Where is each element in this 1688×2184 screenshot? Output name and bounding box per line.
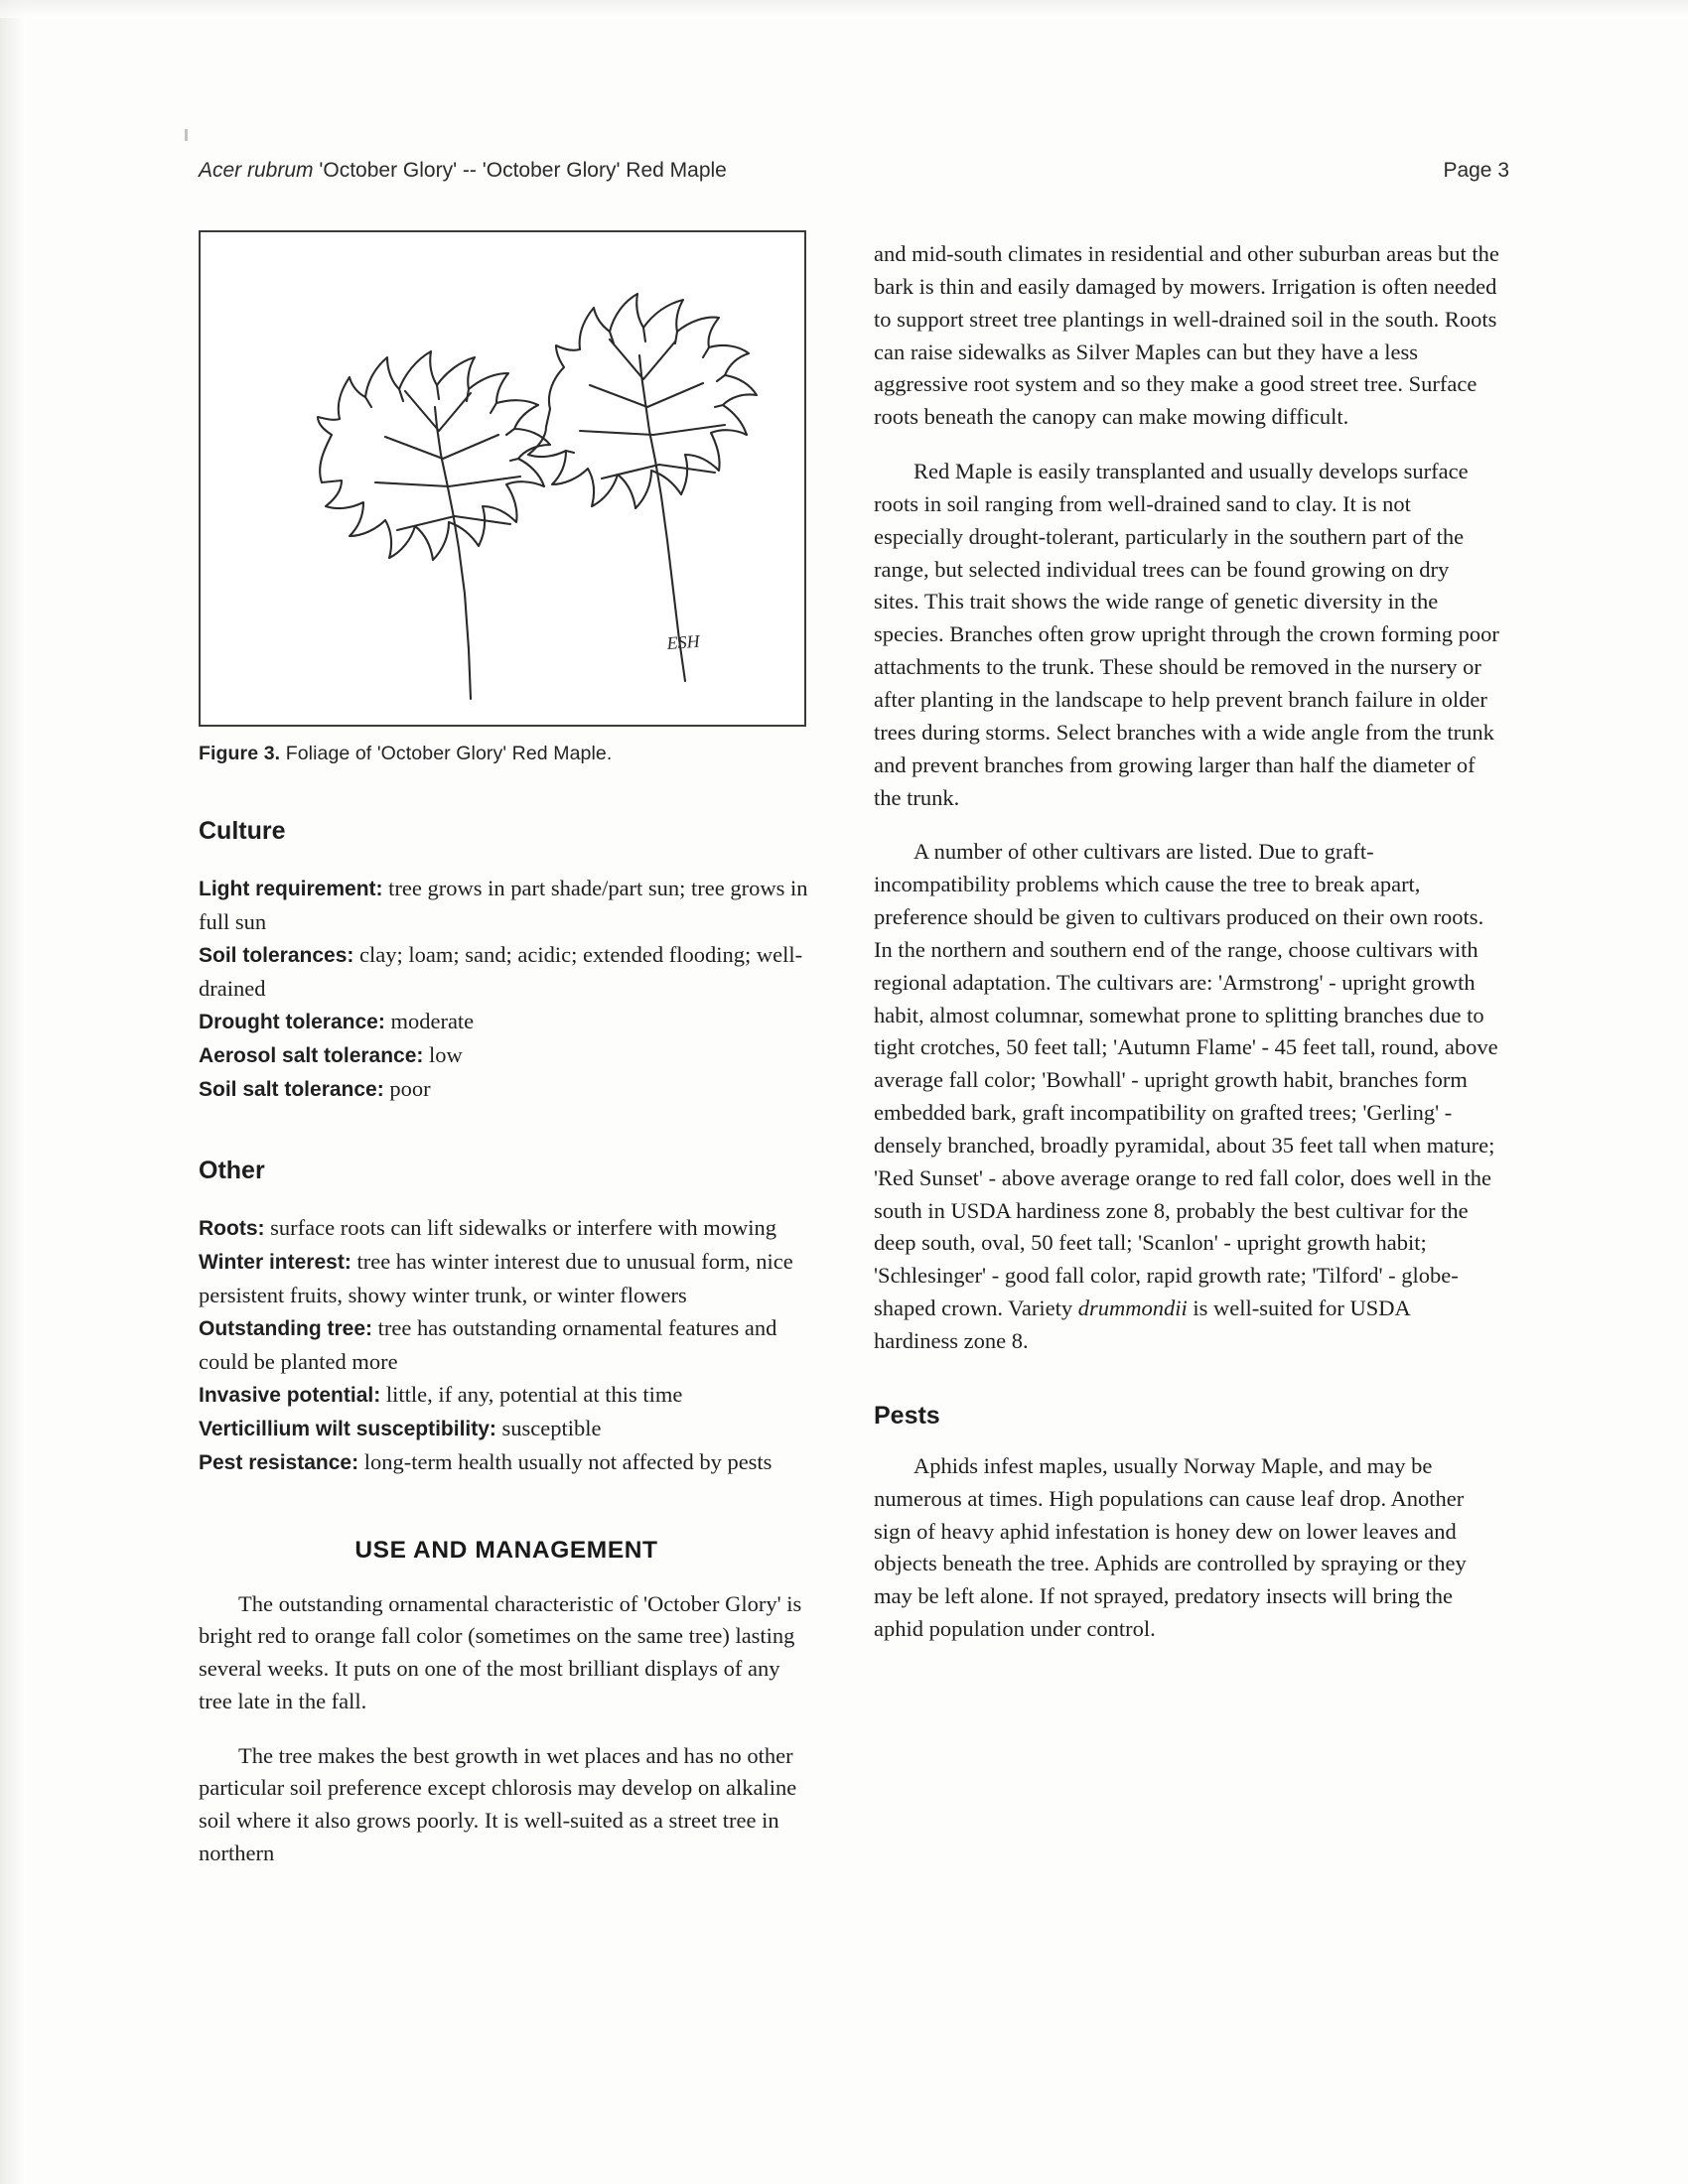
culture-value: low bbox=[423, 1041, 463, 1067]
right-paragraph-1: and mid-south climates in residential and other suburban areas but the bark is thin and easily damaged by mowers. Irrigation is often needed to support street tree plantings in well-drained soil in the south. Roots can raise sidewalks as Silver Maples can but they have a less aggressive root system and so they make a good street tree. Surface roots beneath the canopy can make mowing difficult. bbox=[874, 241, 1499, 430]
other-entry bbox=[199, 1412, 814, 1445]
culture-term: Light requirement: bbox=[199, 878, 383, 900]
use-paragraph-1: The outstanding ornamental characteristic of 'October Glory' is bright red to orange fall color (sometimes on the same tree) lasting several weeks. It puts on one of the most brilliant displays of any tree late in the fall. bbox=[199, 1590, 802, 1713]
culture-entry bbox=[199, 1038, 814, 1072]
cultivars-text-part-1: A number of other cultivars are listed. Due to graft-incompatibility problems which cause the tree to break apart, preference should be given to cultivars produced on their own roots. In the northern and southern end of the range, choose cultivars with regional adaptation. The cultivars are: 'Armstrong' - upright growth habit, almost columnar, somewhat prone to splitting branches due to tight crotches, 50 feet tall; 'Autumn Flame' - 45 feet tall, round, above average fall color; 'Bowhall' - upright growth habit, branches form embedded bark, graft incompatibility on grafted trees; 'Gerling' - densely branched, broadly pyramidal, about 35 feet tall when mature; 'Red Sunset' - above average orange to red fall color, does well in the south in USDA hardiness zone 8, probably the best cultivar for the deep south, oval, 50 feet tall; 'Scanlon' - upright growth habit; 'Schlesinger' - good fall color, rapid growth rate; 'Tilford' - globe-shaped crown. Variety bbox=[874, 839, 1498, 1321]
other-value: tree has winter interest due to unusual form, nice persistent fruits, showy winter trunk, or winter flowers bbox=[199, 1249, 793, 1308]
page-number: Page 3 bbox=[1443, 159, 1509, 182]
figure-caption-text: Foliage of 'October Glory' Red Maple. bbox=[280, 743, 613, 764]
figure-caption-label: Figure 3. bbox=[199, 743, 281, 764]
running-title-rest: 'October Glory' -- 'October Glory' Red Maple bbox=[313, 159, 727, 182]
other-term: Roots: bbox=[199, 1217, 265, 1241]
maple-leaf-drawing bbox=[201, 232, 804, 725]
other-value: little, if any, potential at this time bbox=[380, 1382, 683, 1408]
left-column bbox=[199, 230, 814, 1892]
heading-other: Other bbox=[199, 1157, 265, 1185]
heading-pests: Pests bbox=[874, 1401, 940, 1430]
scan-artifact-speck bbox=[185, 129, 188, 141]
culture-term: Drought tolerance: bbox=[199, 1010, 385, 1033]
other-value: tree has outstanding ornamental features and could be planted more bbox=[199, 1315, 777, 1375]
page-header bbox=[199, 159, 1509, 193]
use-paragraph-2: The tree makes the best growth in wet places and has no other particular soil preference except chlorosis may develop on alkaline soil where it also grows poorly. It is well-suited as a street tree in northern bbox=[199, 1742, 797, 1865]
other-value: surface roots can lift sidewalks or interfere with mowing bbox=[264, 1215, 776, 1241]
other-term: Invasive potential: bbox=[199, 1384, 381, 1408]
right-paragraph-2: Red Maple is easily transplanted and usually develops surface roots in soil ranging from well-drained sand to clay. It is not especially drought-tolerant, particularly in the southern part of the range, but selected individual trees can be found growing on dry sites. This trait shows the wide range of genetic diversity in the species. Branches often grow upright through the crown forming poor attachments to the trunk. These should be removed in the nursery or after planting in the landscape to help prevent branch failure in older trees during storms. Select branches with a wide angle from the trunk and prevent branches from growing larger than half the diameter of the trunk. bbox=[874, 459, 1499, 810]
pests-paragraph: Aphids infest maples, usually Norway Maple, and may be numerous at times. High populations can cause leaf drop. Another sign of heavy aphid infestation is honey dew on lower leaves and objects beneath the tree. Aphids are controlled by spraying or they may be left alone. If not sprayed, predatory insects will bring the aphid population under control. bbox=[874, 1452, 1467, 1642]
culture-value: moderate bbox=[384, 1008, 475, 1033]
culture-entry bbox=[199, 872, 814, 938]
culture-term: Soil salt tolerance: bbox=[199, 1077, 384, 1101]
cultivars-text-part-2: is well-suited for USDA hardiness zone 8. bbox=[874, 1296, 1410, 1353]
other-entry bbox=[199, 1311, 814, 1378]
culture-value: poor bbox=[383, 1075, 431, 1101]
other-term: Outstanding tree: bbox=[199, 1317, 373, 1341]
right-column bbox=[874, 238, 1499, 1668]
artist-signature: ESH bbox=[665, 630, 701, 653]
other-entry bbox=[199, 1211, 814, 1245]
other-entry bbox=[199, 1245, 814, 1311]
culture-entry bbox=[199, 938, 814, 1005]
culture-entry bbox=[199, 1072, 814, 1106]
scan-edge-shadow-top bbox=[0, 0, 1688, 18]
heading-culture: Culture bbox=[199, 817, 286, 845]
right-paragraph-3 bbox=[874, 836, 1499, 1358]
other-term: Verticillium wilt susceptibility: bbox=[199, 1417, 496, 1440]
heading-use-and-management: USE AND MANAGEMENT bbox=[354, 1536, 658, 1564]
figure-caption bbox=[199, 743, 814, 765]
culture-value: tree grows in part shade/part sun; tree grows in full sun bbox=[199, 876, 808, 934]
scan-edge-shadow bbox=[0, 0, 26, 2184]
culture-term: Aerosol salt tolerance: bbox=[199, 1043, 424, 1067]
other-entry bbox=[199, 1445, 814, 1479]
other-value: long-term health usually not affected by pests bbox=[358, 1448, 773, 1474]
figure-foliage-illustration bbox=[199, 230, 806, 727]
running-title-species: Acer rubrum bbox=[199, 159, 314, 182]
culture-value: clay; loam; sand; acidic; extended flooding; well-drained bbox=[199, 941, 803, 1001]
other-entry bbox=[199, 1378, 814, 1412]
other-definition-list bbox=[199, 1211, 814, 1478]
other-term: Pest resistance: bbox=[199, 1450, 359, 1474]
other-term: Winter interest: bbox=[199, 1251, 352, 1275]
running-title bbox=[199, 159, 727, 183]
culture-entry bbox=[199, 1005, 814, 1038]
culture-term: Soil tolerances: bbox=[199, 943, 354, 967]
culture-definition-list bbox=[199, 872, 814, 1105]
variety-name-italic: drummondii bbox=[1077, 1296, 1188, 1321]
other-value: susceptible bbox=[495, 1415, 602, 1440]
